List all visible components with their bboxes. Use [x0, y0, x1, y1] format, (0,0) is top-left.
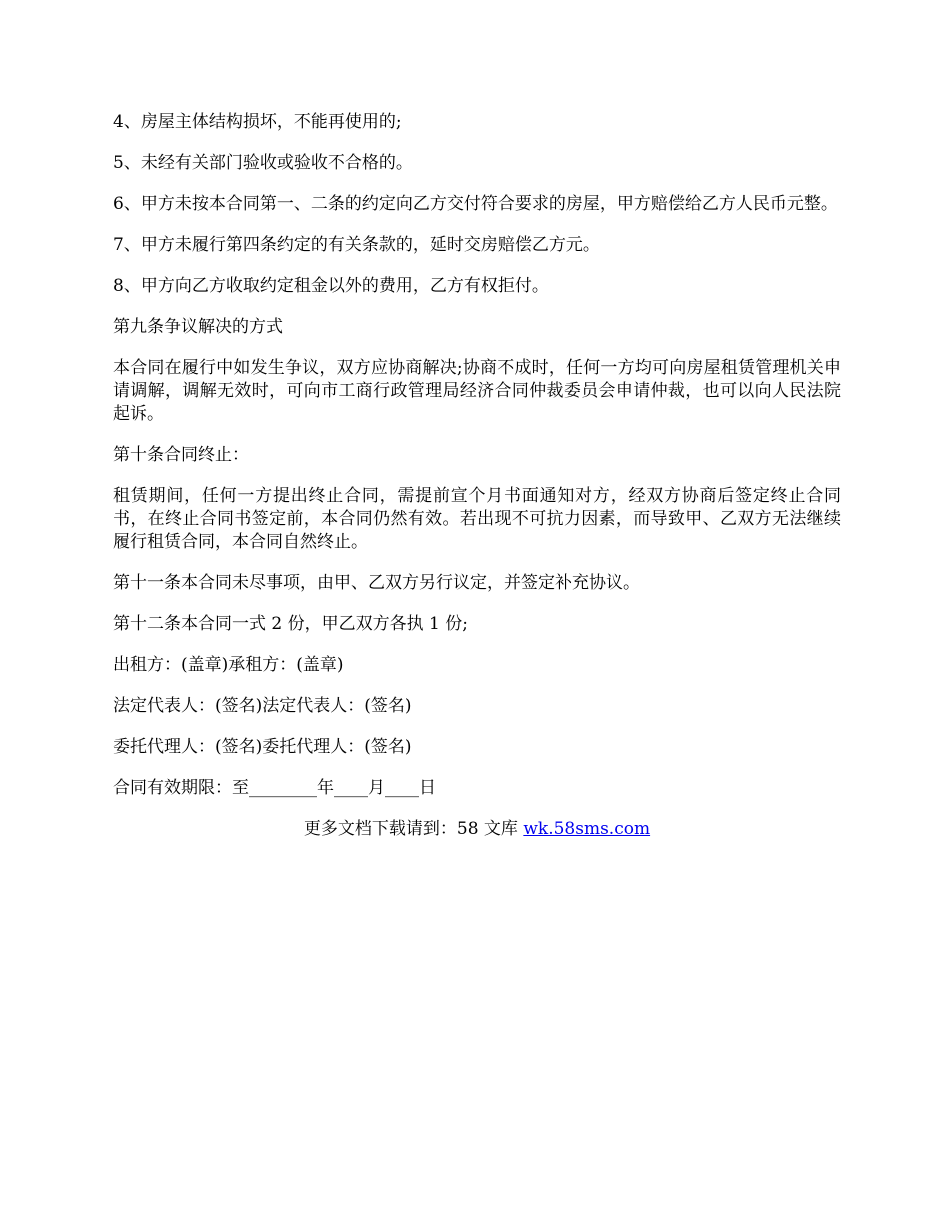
clause-6-delivery-compensation: 6、甲方未按本合同第一、二条的约定向乙方交付符合要求的房屋，甲方赔偿给乙方人民币元整。	[113, 194, 838, 214]
footer-text: 更多文档下载请到：58 文库	[303, 819, 524, 839]
clause-7-delay-compensation: 7、甲方未履行第四条约定的有关条款的，延时交房赔偿乙方元。	[113, 235, 600, 255]
article-9-body: 本合同在履行中如发生争议，双方应协商解决;协商不成时，任何一方均可向房屋租赁管理机关申请调解，调解无效时，可向市工商行政管理局经济合同仲裁委员会申请仲裁，也可以向人民法院起诉。	[113, 358, 841, 424]
signature-agents: 委托代理人：(签名)委托代理人：(签名)	[113, 737, 412, 757]
footer-link[interactable]: wk.58sms.com	[523, 819, 651, 839]
download-footer	[113, 818, 841, 841]
article-12: 第十二条本合同一式 2 份，甲乙双方各执 1 份;	[113, 614, 468, 634]
contract-validity-period: 合同有效期限：至________年____月____日	[113, 778, 436, 798]
article-11: 第十一条本合同未尽事项，由甲、乙双方另行议定，并签定补充协议。	[113, 573, 640, 593]
article-10-body: 租赁期间，任何一方提出终止合同，需提前宣个月书面通知对方，经双方协商后签定终止合同书，在终止合同书签定前，本合同仍然有效。若出现不可抗力因素，而导致甲、乙双方无法继续履行租赁合同，本合同自然终止。	[113, 486, 841, 552]
signature-legal-representatives: 法定代表人：(签名)法定代表人：(签名)	[113, 696, 412, 716]
document-body	[113, 111, 841, 841]
signature-lessor-lessee: 出租方：(盖章)承租方：(盖章)	[113, 655, 344, 675]
clause-5-not-inspected: 5、未经有关部门验收或验收不合格的。	[113, 153, 413, 173]
article-9-heading: 第九条争议解决的方式	[113, 317, 283, 337]
clause-4-structure-damage: 4、房屋主体结构损坏，不能再使用的;	[113, 112, 402, 132]
article-10-heading: 第十条合同终止：	[113, 445, 249, 465]
clause-8-extra-fees: 8、甲方向乙方收取约定租金以外的费用，乙方有权拒付。	[113, 276, 549, 296]
